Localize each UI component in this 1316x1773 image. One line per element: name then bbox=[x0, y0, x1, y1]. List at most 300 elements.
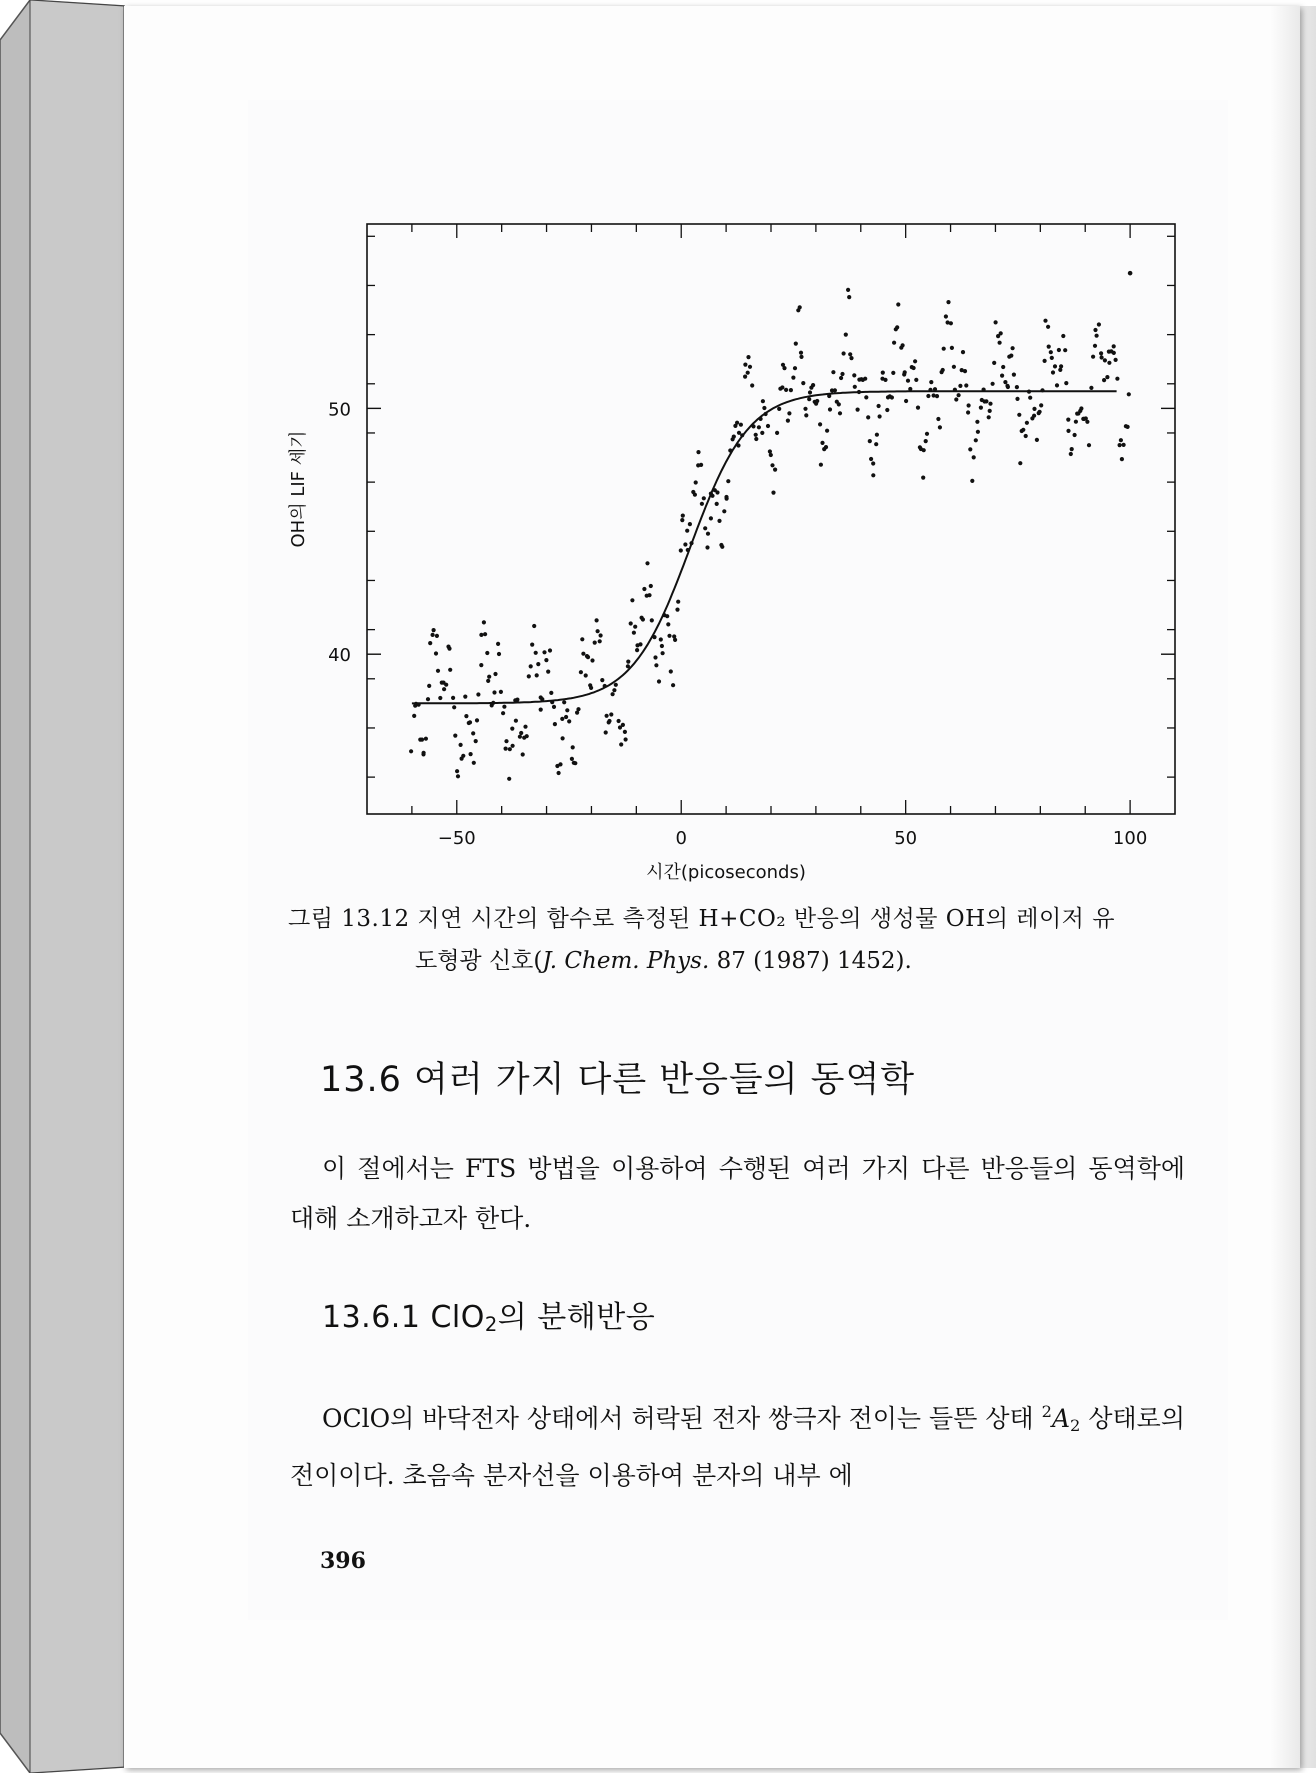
data-point bbox=[1050, 356, 1054, 360]
data-point bbox=[840, 372, 844, 376]
data-point bbox=[689, 541, 693, 545]
data-point bbox=[1107, 361, 1111, 365]
data-point bbox=[957, 393, 961, 397]
data-point bbox=[791, 376, 795, 380]
data-point bbox=[567, 719, 571, 723]
data-point bbox=[1000, 374, 1004, 378]
data-point bbox=[580, 637, 584, 641]
data-point bbox=[523, 725, 527, 729]
data-point bbox=[766, 424, 770, 428]
data-point bbox=[444, 683, 448, 687]
para2-term-symbol: A bbox=[1051, 1404, 1071, 1433]
data-point bbox=[803, 407, 807, 411]
data-point bbox=[428, 641, 432, 645]
data-point bbox=[493, 672, 497, 676]
data-point bbox=[471, 731, 475, 735]
data-point bbox=[464, 714, 468, 718]
data-point bbox=[1058, 368, 1062, 372]
data-point bbox=[743, 363, 747, 367]
data-point bbox=[679, 548, 683, 552]
data-point bbox=[874, 442, 878, 446]
data-point bbox=[877, 404, 881, 408]
data-point bbox=[527, 674, 531, 678]
data-point bbox=[621, 723, 625, 727]
data-point bbox=[638, 642, 642, 646]
figure-caption-line2 bbox=[415, 940, 1315, 982]
data-point bbox=[649, 584, 653, 588]
data-point bbox=[1043, 319, 1047, 323]
data-point bbox=[635, 648, 639, 652]
data-point bbox=[1024, 434, 1028, 438]
data-point bbox=[1015, 397, 1019, 401]
data-point bbox=[1066, 429, 1070, 433]
data-point bbox=[694, 480, 698, 484]
data-point bbox=[1126, 425, 1130, 429]
data-point bbox=[1119, 438, 1123, 442]
data-point bbox=[952, 365, 956, 369]
data-point bbox=[1093, 328, 1097, 332]
x-tick-label: −50 bbox=[437, 828, 476, 849]
data-point bbox=[675, 608, 679, 612]
data-point bbox=[669, 669, 673, 673]
data-point bbox=[740, 433, 744, 437]
data-point bbox=[510, 727, 514, 731]
data-point bbox=[469, 752, 473, 756]
data-point bbox=[936, 417, 940, 421]
data-point bbox=[1079, 406, 1083, 410]
data-point bbox=[769, 453, 773, 457]
data-point bbox=[557, 771, 561, 775]
data-point bbox=[1097, 322, 1101, 326]
data-point bbox=[837, 402, 841, 406]
data-point bbox=[659, 637, 663, 641]
data-point bbox=[1105, 375, 1109, 379]
data-point bbox=[453, 734, 457, 738]
data-point bbox=[709, 516, 713, 520]
data-point bbox=[491, 701, 495, 705]
data-point bbox=[548, 648, 552, 652]
data-point bbox=[1112, 351, 1116, 355]
data-point bbox=[536, 662, 540, 666]
data-point bbox=[562, 700, 566, 704]
subsection-subscript: 2 bbox=[484, 1313, 498, 1336]
data-point bbox=[720, 545, 724, 549]
data-point-peak bbox=[1128, 271, 1133, 276]
data-point bbox=[1057, 348, 1061, 352]
data-point bbox=[1021, 428, 1025, 432]
data-point bbox=[447, 647, 451, 651]
data-point bbox=[456, 774, 460, 778]
data-point bbox=[782, 366, 786, 370]
data-point bbox=[863, 377, 867, 381]
figure-caption-line1: 그림 13.12 지연 시간의 함수로 측정된 H+CO₂ 반응의 생성물 OH의 레이저 유 bbox=[288, 906, 1115, 932]
data-point bbox=[626, 660, 630, 664]
data-point bbox=[827, 394, 831, 398]
section-paragraph-2 bbox=[290, 1387, 1185, 1501]
data-point bbox=[970, 479, 974, 483]
data-point bbox=[979, 406, 983, 410]
data-point bbox=[476, 692, 480, 696]
data-point bbox=[1070, 447, 1074, 451]
data-point bbox=[702, 496, 706, 500]
data-point bbox=[1009, 354, 1013, 358]
data-point bbox=[1087, 443, 1091, 447]
data-point bbox=[743, 375, 747, 379]
x-axis-label: 시간(picoseconds) bbox=[646, 862, 806, 883]
data-point bbox=[878, 414, 882, 418]
data-point bbox=[746, 355, 750, 359]
data-point bbox=[717, 519, 721, 523]
data-point bbox=[883, 378, 887, 382]
data-point bbox=[607, 719, 611, 723]
data-point bbox=[771, 491, 775, 495]
data-point bbox=[609, 712, 613, 716]
data-point bbox=[1043, 359, 1047, 363]
data-point bbox=[529, 664, 533, 668]
data-point bbox=[793, 366, 797, 370]
data-point bbox=[647, 593, 651, 597]
data-point bbox=[736, 443, 740, 447]
data-point bbox=[650, 618, 654, 622]
data-point bbox=[728, 448, 732, 452]
data-point bbox=[942, 347, 946, 351]
data-point bbox=[424, 737, 428, 741]
data-point bbox=[869, 457, 873, 461]
data-point bbox=[988, 409, 992, 413]
data-point bbox=[968, 447, 972, 451]
data-point bbox=[1063, 348, 1067, 352]
data-point bbox=[750, 383, 754, 387]
data-point bbox=[732, 435, 736, 439]
data-point bbox=[856, 408, 860, 412]
data-point bbox=[576, 707, 580, 711]
data-point bbox=[436, 669, 440, 673]
data-point bbox=[579, 670, 583, 674]
data-point bbox=[604, 730, 608, 734]
data-point bbox=[623, 730, 627, 734]
data-point bbox=[593, 641, 597, 645]
data-point bbox=[808, 390, 812, 394]
data-point bbox=[699, 463, 703, 467]
data-point bbox=[794, 342, 798, 346]
data-point bbox=[1093, 344, 1097, 348]
data-point bbox=[775, 431, 779, 435]
data-point bbox=[998, 341, 1002, 345]
data-point bbox=[846, 288, 850, 292]
data-point bbox=[798, 305, 802, 309]
fit-curve bbox=[412, 391, 1117, 703]
data-point bbox=[504, 739, 508, 743]
data-point bbox=[688, 522, 692, 526]
data-point bbox=[661, 651, 665, 655]
data-point bbox=[1099, 351, 1103, 355]
data-point bbox=[896, 302, 900, 306]
data-point bbox=[482, 620, 486, 624]
data-point bbox=[1053, 364, 1057, 368]
data-point bbox=[564, 715, 568, 719]
data-point bbox=[1095, 334, 1099, 338]
data-point bbox=[546, 670, 550, 674]
x-tick-label: 50 bbox=[894, 828, 918, 849]
data-point bbox=[1046, 325, 1050, 329]
data-point bbox=[532, 624, 536, 628]
page-edge-shadow bbox=[1270, 6, 1316, 1768]
data-point bbox=[434, 651, 438, 655]
data-point bbox=[866, 415, 870, 419]
data-point bbox=[665, 614, 669, 618]
data-point bbox=[739, 423, 743, 427]
data-point bbox=[1040, 388, 1044, 392]
data-point bbox=[976, 430, 980, 434]
data-point bbox=[507, 777, 511, 781]
data-point bbox=[619, 742, 623, 746]
data-point bbox=[1027, 390, 1031, 394]
data-point bbox=[435, 634, 439, 638]
data-point bbox=[693, 493, 697, 497]
data-point bbox=[913, 359, 917, 363]
data-point bbox=[820, 441, 824, 445]
data-point bbox=[417, 703, 421, 707]
data-point bbox=[773, 468, 777, 472]
data-point bbox=[892, 341, 896, 345]
data-point bbox=[1066, 418, 1070, 422]
data-point bbox=[1015, 385, 1019, 389]
data-point bbox=[924, 439, 928, 443]
data-point bbox=[614, 683, 618, 687]
data-point bbox=[681, 514, 685, 518]
data-point bbox=[1089, 386, 1093, 390]
data-point bbox=[908, 387, 912, 391]
data-point bbox=[1047, 345, 1051, 349]
data-point bbox=[451, 696, 455, 700]
data-point bbox=[1017, 413, 1021, 417]
data-point bbox=[1122, 443, 1126, 447]
data-point bbox=[518, 735, 522, 739]
data-point bbox=[944, 314, 948, 318]
data-point bbox=[530, 643, 534, 647]
data-point bbox=[811, 383, 815, 387]
data-point bbox=[890, 395, 894, 399]
data-point bbox=[1003, 380, 1007, 384]
caption-prefix: 도형광 신호( bbox=[415, 948, 543, 974]
data-point bbox=[938, 425, 942, 429]
x-tick-label: 100 bbox=[1112, 828, 1148, 849]
data-point bbox=[842, 351, 846, 355]
data-point bbox=[624, 737, 628, 741]
data-point bbox=[667, 634, 671, 638]
data-point bbox=[1069, 452, 1073, 456]
data-point bbox=[1064, 381, 1068, 385]
data-point bbox=[770, 463, 774, 467]
data-point bbox=[598, 639, 602, 643]
data-point bbox=[1118, 443, 1122, 447]
data-point bbox=[833, 388, 837, 392]
data-point bbox=[1006, 385, 1010, 389]
data-point bbox=[1091, 355, 1095, 359]
data-point bbox=[455, 769, 459, 773]
data-point bbox=[1074, 420, 1078, 424]
data-point bbox=[1115, 377, 1119, 381]
data-point bbox=[871, 473, 875, 477]
data-point bbox=[954, 397, 958, 401]
data-point bbox=[972, 455, 976, 459]
data-point bbox=[502, 705, 506, 709]
data-point bbox=[761, 399, 765, 403]
data-point bbox=[710, 494, 714, 498]
data-point bbox=[885, 408, 889, 412]
data-point bbox=[992, 361, 996, 365]
data-point bbox=[961, 350, 965, 354]
data-point bbox=[984, 399, 988, 403]
data-point bbox=[497, 652, 501, 656]
data-point bbox=[657, 679, 661, 683]
data-point bbox=[431, 633, 435, 637]
data-point bbox=[1039, 403, 1043, 407]
caption-suffix: 87 (1987) 1452). bbox=[709, 948, 912, 974]
data-point bbox=[764, 412, 768, 416]
data-point bbox=[847, 295, 851, 299]
data-point bbox=[928, 388, 932, 392]
data-point bbox=[553, 722, 557, 726]
data-point bbox=[544, 658, 548, 662]
data-point bbox=[1114, 358, 1118, 362]
data-point bbox=[519, 731, 523, 735]
data-point bbox=[881, 371, 885, 375]
data-point bbox=[950, 346, 954, 350]
data-point bbox=[988, 402, 992, 406]
data-point bbox=[432, 628, 436, 632]
data-point bbox=[935, 394, 939, 398]
data-point bbox=[1055, 383, 1059, 387]
para2-superscript: 2 bbox=[1041, 1402, 1052, 1421]
data-point bbox=[715, 502, 719, 506]
data-point bbox=[904, 399, 908, 403]
data-point bbox=[921, 476, 925, 480]
caption-journal: J. Chem. Phys. bbox=[542, 948, 710, 974]
data-point bbox=[922, 448, 926, 452]
data-point bbox=[550, 700, 554, 704]
data-point bbox=[762, 406, 766, 410]
data-point bbox=[777, 407, 781, 411]
data-point bbox=[946, 300, 950, 304]
data-point bbox=[974, 438, 978, 442]
data-point bbox=[1112, 344, 1116, 348]
data-point bbox=[715, 490, 719, 494]
data-point bbox=[422, 751, 426, 755]
data-point bbox=[958, 384, 962, 388]
data-point bbox=[787, 411, 791, 415]
data-point bbox=[754, 437, 758, 441]
data-point bbox=[967, 403, 971, 407]
data-point bbox=[680, 518, 684, 522]
data-point bbox=[514, 719, 518, 723]
data-point bbox=[768, 449, 772, 453]
data-point bbox=[438, 696, 442, 700]
subsection-number: 13.6.1 ClO bbox=[322, 1300, 485, 1335]
data-point bbox=[633, 625, 637, 629]
data-point bbox=[673, 638, 677, 642]
data-point bbox=[521, 752, 525, 756]
data-point bbox=[617, 719, 621, 723]
data-point bbox=[515, 698, 519, 702]
data-point bbox=[906, 379, 910, 383]
data-point bbox=[760, 431, 764, 435]
data-point bbox=[857, 390, 861, 394]
data-point bbox=[735, 421, 739, 425]
data-point bbox=[864, 395, 868, 399]
data-point bbox=[799, 355, 803, 359]
data-point bbox=[725, 497, 729, 501]
data-point bbox=[1049, 350, 1053, 354]
data-point bbox=[748, 365, 752, 369]
data-point bbox=[828, 407, 832, 411]
data-point bbox=[789, 388, 793, 392]
data-point bbox=[676, 600, 680, 604]
data-point bbox=[534, 651, 538, 655]
data-point bbox=[511, 744, 515, 748]
y-tick-label: 50 bbox=[328, 399, 351, 421]
data-point bbox=[982, 388, 986, 392]
data-point bbox=[848, 352, 852, 356]
data-point bbox=[799, 351, 803, 355]
data-point bbox=[479, 663, 483, 667]
data-point bbox=[703, 526, 707, 530]
data-point bbox=[933, 387, 937, 391]
data-point bbox=[1028, 396, 1032, 400]
data-point bbox=[420, 738, 424, 742]
data-point bbox=[903, 370, 907, 374]
data-point bbox=[504, 747, 508, 751]
data-point bbox=[994, 320, 998, 324]
data-point bbox=[603, 684, 607, 688]
data-point bbox=[706, 532, 710, 536]
data-point bbox=[1102, 378, 1106, 382]
data-point bbox=[461, 754, 465, 758]
data-point bbox=[442, 687, 446, 691]
data-point bbox=[1001, 365, 1005, 369]
lif-signal-chart bbox=[280, 200, 1200, 890]
data-point bbox=[501, 711, 505, 715]
data-point bbox=[875, 433, 879, 437]
data-point bbox=[605, 714, 609, 718]
data-point bbox=[780, 385, 784, 389]
data-point bbox=[492, 690, 496, 694]
data-point bbox=[496, 642, 500, 646]
data-point bbox=[596, 629, 600, 633]
data-point bbox=[595, 618, 599, 622]
y-tick-label: 40 bbox=[328, 645, 351, 667]
data-point bbox=[571, 745, 575, 749]
data-point bbox=[508, 747, 512, 751]
data-point bbox=[852, 373, 856, 377]
data-point bbox=[427, 684, 431, 688]
section-title: 13.6 여러 가지 다른 반응들의 동역학 bbox=[320, 1060, 916, 1100]
data-point bbox=[964, 383, 968, 387]
data-point bbox=[642, 587, 646, 591]
data-point bbox=[463, 695, 467, 699]
data-point bbox=[570, 757, 574, 761]
data-point bbox=[474, 739, 478, 743]
data-point bbox=[891, 371, 895, 375]
data-point bbox=[600, 678, 604, 682]
data-point bbox=[560, 717, 564, 721]
data-point bbox=[815, 399, 819, 403]
data-point bbox=[975, 420, 979, 424]
data-point bbox=[499, 690, 503, 694]
data-point bbox=[1085, 420, 1089, 424]
data-point bbox=[549, 691, 553, 695]
data-point bbox=[487, 675, 491, 679]
